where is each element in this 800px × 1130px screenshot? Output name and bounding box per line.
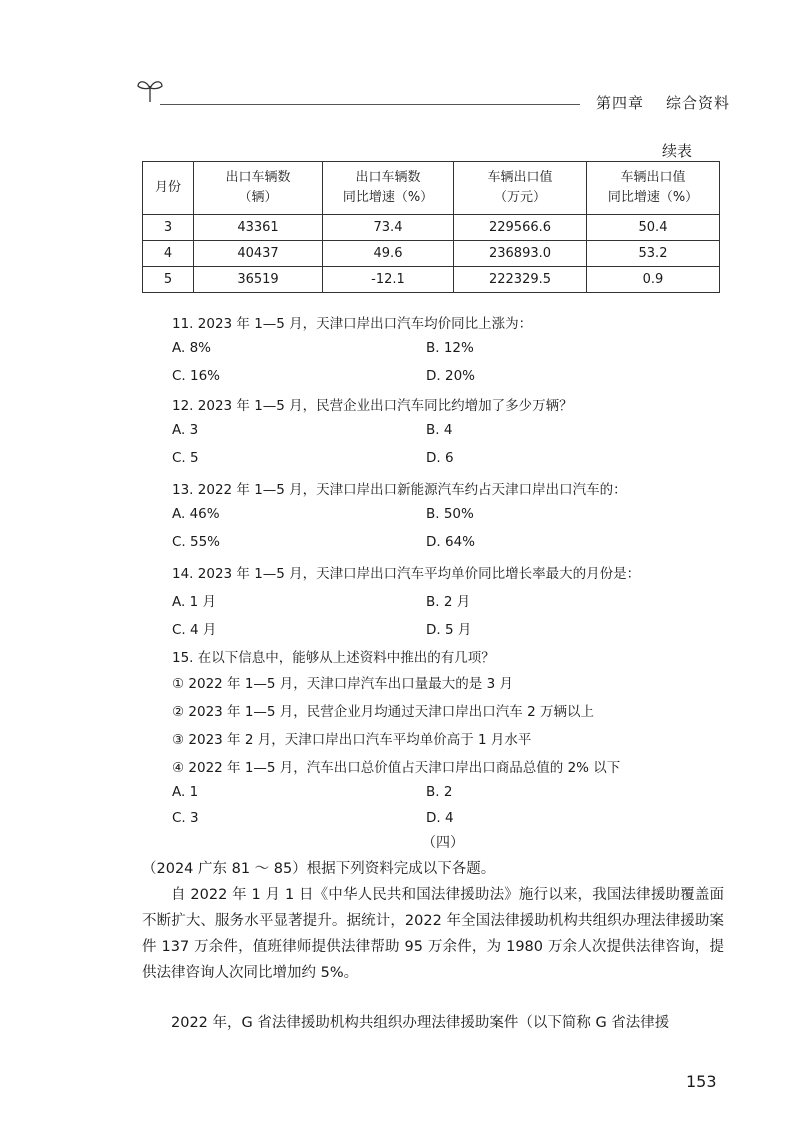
sprout-logo-icon	[136, 76, 164, 104]
question-11-option-a[interactable]: A. 8%	[172, 340, 211, 356]
question-15-statement: ② 2023 年 1—5 月，民营企业月均通过天津口岸出口汽车 2 万辆以上	[172, 704, 594, 720]
paragraph: 自 2022 年 1 月 1 日《中华人民共和国法律援助法》施行以来，我国法律援助覆盖面不断扩大、服务水平显著提升。据统计，2022 年全国法律援助机构共组织办理法律援助案件 137 万余件，值班律师提供法律帮助 95 万余件，为 1980 万余人次提供法律咨询，提供法律咨询人次同比增加约 5%。	[142, 887, 724, 981]
table-cell: 0.9	[587, 267, 720, 293]
table-continued-label: 续表	[662, 142, 693, 160]
question-15-statement: ① 2022 年 1—5 月，天津口岸汽车出口量最大的是 3 月	[172, 676, 513, 692]
header-count-growth	[323, 162, 454, 215]
table-cell: 4	[143, 241, 194, 267]
section-intro: （2024 广东 81 ～ 85）根据下列资料完成以下各题。	[142, 861, 496, 877]
question-13-option-c[interactable]: C. 55%	[172, 534, 221, 550]
header-line: 月份	[154, 180, 181, 195]
question-14-option-c[interactable]: C. 4 月	[172, 622, 217, 638]
question-14-option-b[interactable]: B. 2 月	[426, 594, 471, 610]
table-cell: 43361	[194, 215, 323, 241]
section-heading: （四）	[422, 835, 464, 851]
header-value-growth	[587, 162, 720, 215]
table-row	[143, 215, 720, 241]
table-cell: 236893.0	[454, 241, 587, 267]
chapter-heading	[596, 92, 730, 113]
question-15-option-c[interactable]: C. 3	[172, 810, 199, 826]
question-13-stem: 13. 2022 年 1—5 月，天津口岸出口新能源汽车约占天津口岸出口汽车的：	[172, 482, 627, 498]
question-14-stem: 14. 2023 年 1—5 月，天津口岸出口汽车平均单价同比增长率最大的月份是：	[172, 566, 641, 582]
question-15-statement: ③ 2023 年 2 月，天津口岸出口汽车平均单价高于 1 月水平	[172, 732, 532, 748]
table-cell: 222329.5	[454, 267, 587, 293]
question-13-option-b[interactable]: B. 50%	[426, 506, 474, 522]
table-row	[143, 267, 720, 293]
table-cell: -12.1	[323, 267, 454, 293]
header-line: 出口车辆数	[355, 170, 421, 185]
chapter-number: 第四章	[596, 94, 645, 112]
chapter-section: 综合资料	[666, 94, 731, 112]
table-cell: 36519	[194, 267, 323, 293]
question-11-option-b[interactable]: B. 12%	[426, 340, 474, 356]
header-vehicle-count	[194, 162, 323, 215]
question-12-option-c[interactable]: C. 5	[172, 450, 199, 466]
header-rule	[160, 104, 580, 105]
table-cell: 3	[143, 215, 194, 241]
question-14-option-d[interactable]: D. 5 月	[426, 622, 472, 638]
header-line: 同比增速（%）	[342, 190, 434, 205]
question-12-stem: 12. 2023 年 1—5 月，民营企业出口汽车同比约增加了多少万辆？	[172, 398, 573, 414]
question-12-option-d[interactable]: D. 6	[426, 450, 454, 466]
header-line: 同比增速（%）	[607, 190, 699, 205]
question-13-option-d[interactable]: D. 64%	[426, 534, 475, 550]
question-13-option-a[interactable]: A. 46%	[172, 506, 220, 522]
paragraph: 2022 年，G 省法律援助机构共组织办理法律援助案件（以下简称 G 省法律援	[171, 1015, 670, 1031]
question-11-option-d[interactable]: D. 20%	[426, 368, 475, 384]
export-data-table	[142, 161, 720, 293]
question-15-statement: ④ 2022 年 1—5 月，汽车出口总价值占天津口岸出口商品总值的 2% 以下	[172, 760, 621, 776]
header-line: 出口车辆数	[225, 170, 291, 185]
header-month	[143, 162, 194, 215]
question-12-option-b[interactable]: B. 4	[426, 422, 453, 438]
table-cell: 40437	[194, 241, 323, 267]
question-11-option-c[interactable]: C. 16%	[172, 368, 221, 384]
question-12-option-a[interactable]: A. 3	[172, 422, 199, 438]
table-cell: 73.4	[323, 215, 454, 241]
table-cell: 5	[143, 267, 194, 293]
question-14-option-a[interactable]: A. 1 月	[172, 594, 216, 610]
table-cell: 229566.6	[454, 215, 587, 241]
header-line: 车辆出口值	[487, 170, 553, 185]
table-header-row	[143, 162, 720, 215]
question-11-stem: 11. 2023 年 1—5 月，天津口岸出口汽车均价同比上涨为：	[172, 316, 533, 332]
header-export-value	[454, 162, 587, 215]
header-line: （万元）	[493, 190, 546, 205]
question-15-stem: 15. 在以下信息中，能够从上述资料中推出的有几项？	[172, 650, 495, 666]
table-row	[143, 241, 720, 267]
table-cell: 53.2	[587, 241, 720, 267]
question-15-option-a[interactable]: A. 1	[172, 784, 199, 800]
header-line: 车辆出口值	[620, 170, 686, 185]
question-15-option-b[interactable]: B. 2	[426, 784, 453, 800]
header-line: （辆）	[238, 190, 278, 205]
table-cell: 49.6	[323, 241, 454, 267]
page-number: 153	[686, 1072, 717, 1091]
question-15-option-d[interactable]: D. 4	[426, 810, 454, 826]
table-cell: 50.4	[587, 215, 720, 241]
